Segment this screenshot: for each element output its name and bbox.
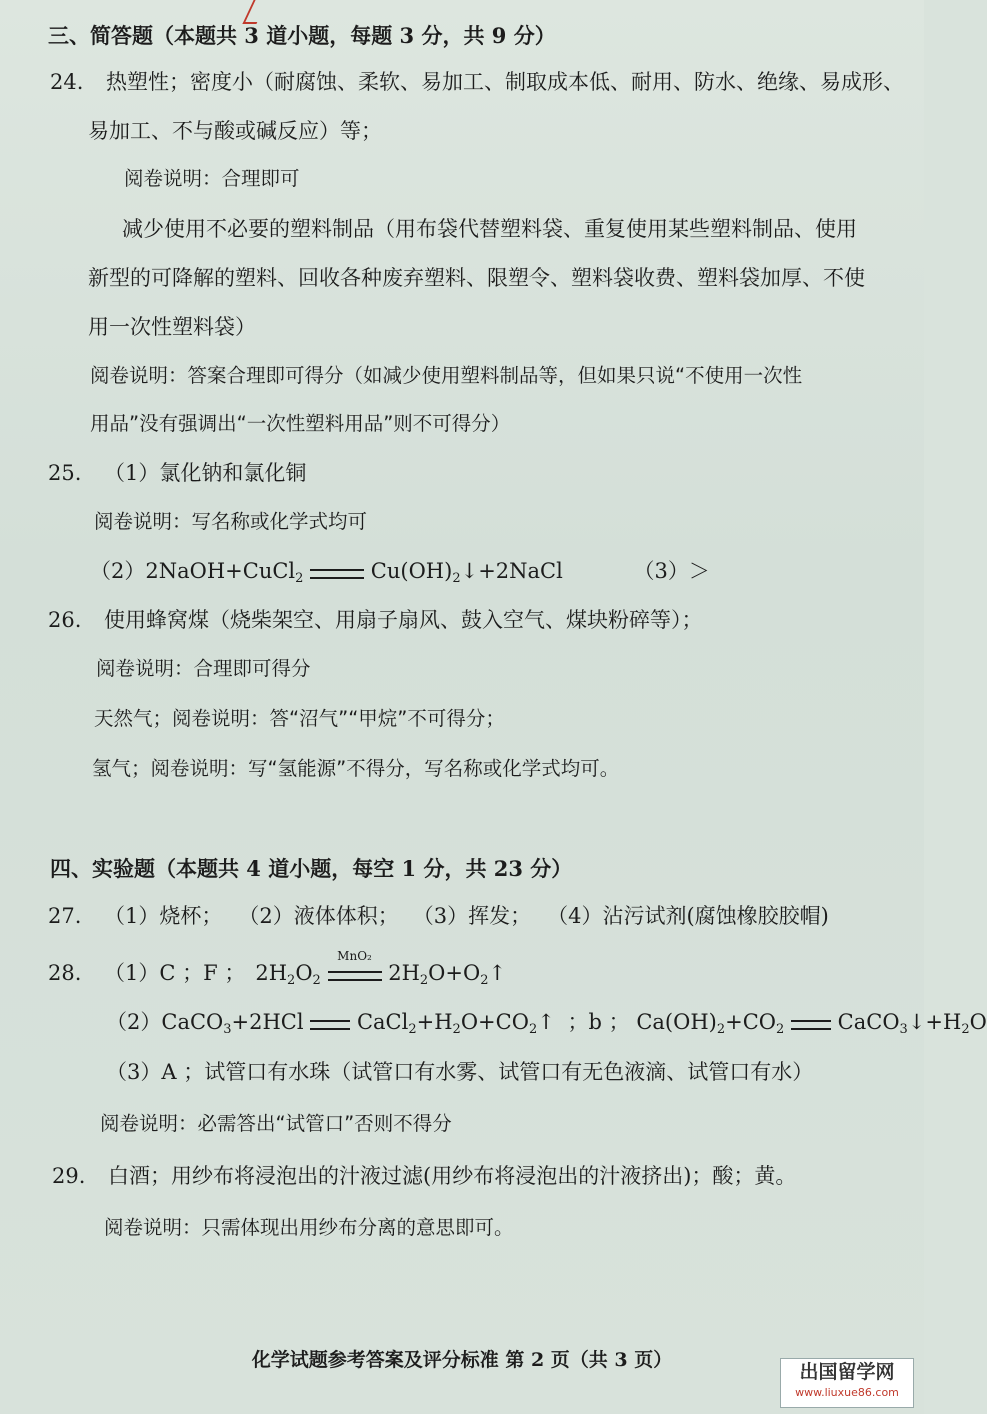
section3-title: 三、简答题（本题共 3 道小题，每题 3 分，共 9 分） xyxy=(48,23,556,48)
equals-sign xyxy=(791,1018,831,1030)
q25-eq-left: 2NaOH+CuCl xyxy=(145,559,296,583)
q28-part1: （1）C ；F ； xyxy=(104,961,246,985)
q26-text1: 使用蜂窝煤（烧柴架空、用扇子扇风、鼓入空气、煤块粉碎等）； xyxy=(104,608,703,632)
q27-line xyxy=(48,902,829,930)
q24-text1: 热塑性；密度小（耐腐蚀、柔软、易加工、制取成本低、耐用、防水、绝缘、易成形、 xyxy=(106,70,904,94)
section4-title: 四、实验题（本题共 4 道小题，每空 1 分，共 23 分） xyxy=(50,856,573,881)
q28-line2: （2）CaCO$_3$+2HCl $CaCl_2+H_2O+CO_2↑$ ；b ； $Ca(OH)_2+CO_2$ $CaCO_3↓+H_2O$ xyxy=(106,1010,987,1037)
q26-line1 xyxy=(48,606,703,634)
q24-note2b: 用品”没有强调出“一次性塑料用品”则不可得分） xyxy=(90,412,511,435)
q25-note: 阅卷说明：写名称或化学式均可 xyxy=(94,510,368,533)
q28-number: 28. xyxy=(48,961,82,985)
q25-eq-right: Cu(OH) xyxy=(370,559,453,583)
site-watermark xyxy=(780,1358,914,1408)
q25-line1 xyxy=(48,459,306,487)
red-pen-mark xyxy=(242,0,267,24)
q25-part3: （3）＞ xyxy=(633,559,710,583)
q29-note: 阅卷说明：只需体现出用纱布分离的意思即可。 xyxy=(104,1216,514,1239)
q24-line1 xyxy=(50,68,904,96)
q24-line4: 新型的可降解的塑料、回收各种废弃塑料、限塑令、塑料袋收费、塑料袋加厚、不使 xyxy=(88,266,865,290)
q24-number: 24. xyxy=(50,70,84,94)
q29-number: 29. xyxy=(52,1164,86,1188)
q27-part4: （4）沾污试剂(腐蚀橡胶胶帽) xyxy=(547,904,829,928)
q26-number: 26. xyxy=(48,608,82,632)
page-footer: 化学试题参考答案及评分标准 第 2 页（共 3 页） xyxy=(251,1349,673,1371)
catalyst-label: MnO₂ xyxy=(337,948,372,963)
catalyst-equals-sign xyxy=(328,948,382,981)
q24-note1: 阅卷说明：合理即可 xyxy=(124,167,300,190)
q27-number: 27. xyxy=(48,904,82,928)
q26-line2: 天然气；阅卷说明：答“沼气”“甲烷”不可得分； xyxy=(94,707,505,730)
q25-number: 25. xyxy=(48,461,82,485)
q26-note1: 阅卷说明：合理即可得分 xyxy=(96,657,311,680)
equals-sign xyxy=(310,567,364,579)
q27-part2: （2）液体体积； xyxy=(238,904,399,928)
q28-note: 阅卷说明：必需答出“试管口”否则不得分 xyxy=(100,1112,452,1135)
watermark-url: www.liuxue86.com xyxy=(795,1386,899,1399)
q25-part1: （1）氯化钠和氯化铜 xyxy=(104,461,307,485)
q26-line3: 氢气；阅卷说明：写“氢能源”不得分，写名称或化学式均可。 xyxy=(92,757,620,780)
q24-line2: 易加工、不与酸或碱反应）等； xyxy=(88,119,382,143)
q25-part2: （2）2NaOH+CuCl$_2$ $Cu(OH)_2↓+2NaCl$ （3）＞ xyxy=(90,559,710,586)
q24-line3: 减少使用不必要的塑料制品（用布袋代替塑料袋、重复使用某些塑料制品、使用 xyxy=(122,217,857,241)
q28-line1: 28. （1）C ；F ； $2H_2O_2$ MnO₂ $2H_2O+O_2↑$ xyxy=(48,948,507,988)
q24-note2a: 阅卷说明：答案合理即可得分（如减少使用塑料制品等，但如果只说“不使用一次性 xyxy=(90,364,803,387)
watermark-title: 出国留学网 xyxy=(799,1361,895,1383)
equals-sign xyxy=(310,1018,350,1030)
q27-part1: （1）烧杯； xyxy=(104,904,223,928)
q29-text: 白酒；用纱布将浸泡出的汁液过滤(用纱布将浸泡出的汁液挤出)；酸；黄。 xyxy=(108,1164,797,1188)
q24-line5: 用一次性塑料袋） xyxy=(88,315,256,339)
q27-part3: （3）挥发； xyxy=(412,904,532,928)
q28-line3: （3）A ；试管口有水珠（试管口有水雾、试管口有无色液滴、试管口有水） xyxy=(106,1060,814,1084)
q29-line1 xyxy=(52,1162,796,1190)
q25-part2-label: （2） xyxy=(90,559,146,583)
